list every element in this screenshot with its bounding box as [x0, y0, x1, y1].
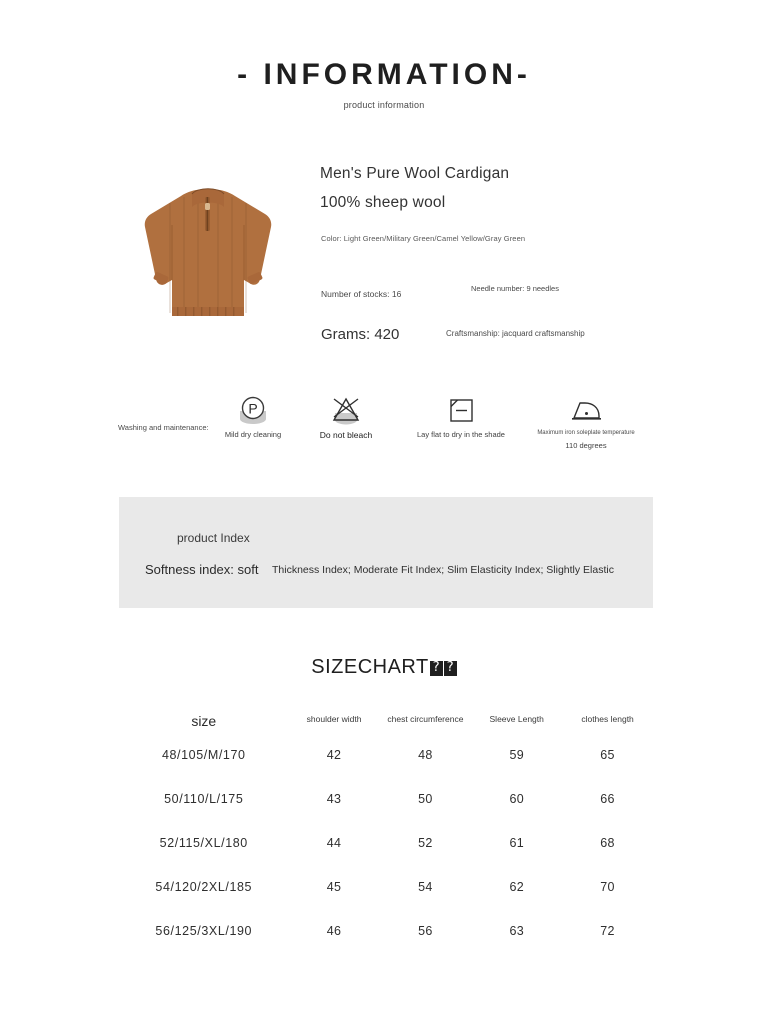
cell-chest: 56 [418, 924, 433, 939]
cell-shoulder: 45 [326, 880, 342, 895]
care-caption: Maximum iron soleplate temperature [537, 430, 635, 436]
column-header-sleeve: Sleeve Length [489, 713, 544, 724]
cell-chest: 52 [418, 836, 433, 851]
product-index-details: Thickness Index; Moderate Fit Index; Slim Elasticity Index; Slightly Elastic [272, 564, 614, 576]
product-grams: Grams: 420 [321, 326, 400, 343]
cell-sleeve: 60 [509, 792, 524, 807]
cell-clothes: 66 [600, 792, 615, 807]
do-not-bleach-icon [281, 393, 411, 427]
table-row [119, 733, 653, 777]
care-caption: Do not bleach [319, 430, 373, 440]
product-color-options: Color: Light Green/Military Green/Camel Yellow/Gray Green [321, 234, 526, 243]
sizechart-title [0, 656, 768, 679]
column-header-clothes: clothes length [581, 713, 634, 724]
cell-shoulder: 43 [326, 792, 342, 807]
missing-glyph-box: ? [430, 661, 443, 676]
product-index-panel [119, 497, 653, 608]
page-subtitle: product information [343, 100, 425, 110]
missing-glyph-box: ? [444, 661, 457, 676]
size-chart-header [119, 710, 653, 733]
page-title: - INFORMATION- [237, 58, 531, 91]
svg-text:P: P [248, 400, 258, 417]
softness-index-value: Softness index: soft [145, 562, 259, 577]
table-row [119, 865, 653, 909]
size-chart-body [119, 733, 653, 953]
product-craftsmanship: Craftsmanship: jacquard craftsmanship [446, 329, 585, 338]
table-row [119, 909, 653, 953]
cell-size: 52/115/XL/180 [159, 836, 248, 851]
product-material: 100% sheep wool [320, 194, 446, 211]
care-instruction-no-bleach [281, 393, 411, 442]
iron-temperature-icon [521, 393, 651, 427]
table-row [119, 777, 653, 821]
cell-sleeve: 63 [509, 924, 524, 939]
cell-clothes: 65 [600, 748, 615, 763]
cell-shoulder: 46 [326, 924, 342, 939]
cell-sleeve: 61 [509, 836, 524, 851]
care-instruction-iron [521, 393, 651, 451]
product-name: Men's Pure Wool Cardigan [320, 165, 510, 182]
sizechart-title-text: SIZECHART [311, 656, 429, 678]
cell-chest: 50 [418, 792, 433, 807]
cell-shoulder: 42 [326, 748, 342, 763]
cell-shoulder: 44 [326, 836, 342, 851]
cell-size: 48/105/M/170 [161, 748, 246, 763]
cell-size: 56/125/3XL/190 [155, 924, 253, 939]
product-index-title: product Index [177, 531, 250, 545]
care-instruction-flat-dry [396, 393, 526, 440]
product-image [119, 156, 297, 360]
column-header-size: size [191, 713, 217, 729]
product-stock-count: Number of stocks: 16 [321, 289, 402, 299]
care-caption-temperature: 110 degrees [565, 441, 607, 450]
product-needle-number: Needle number: 9 needles [471, 284, 559, 293]
cell-sleeve: 62 [509, 880, 524, 895]
care-caption: Lay flat to dry in the shade [417, 430, 505, 439]
size-chart-table [119, 710, 653, 953]
cell-chest: 54 [418, 880, 433, 895]
cell-size: 50/110/L/175 [164, 792, 244, 807]
cell-size: 54/120/2XL/185 [155, 880, 253, 895]
column-header-chest: chest circumference [387, 713, 464, 724]
cell-clothes: 72 [600, 924, 615, 939]
cell-clothes: 68 [600, 836, 615, 851]
table-header-row [119, 710, 653, 733]
flat-dry-shade-icon [396, 393, 526, 427]
care-caption: Mild dry cleaning [224, 430, 282, 439]
cell-clothes: 70 [600, 880, 615, 895]
table-row [119, 821, 653, 865]
column-header-shoulder: shoulder width [306, 713, 362, 724]
cell-chest: 48 [418, 748, 433, 763]
cell-sleeve: 59 [509, 748, 524, 763]
washing-maintenance-label: Washing and maintenance: [118, 423, 209, 432]
sweater-illustration [139, 183, 277, 333]
